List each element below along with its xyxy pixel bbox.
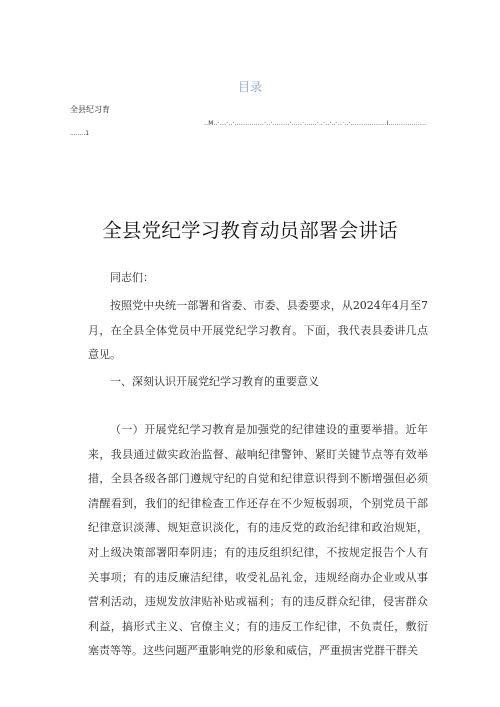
paragraph-section-1-1: （一）开展党纪学习教育是加强党的纪律建设的重要举措。近年来，我县通过做实政治监督、敲响纪律警钟、紧盯关键节点等有效举措，全县各级各部门遵规守纪的自觉和纪律意识得到不断增强但必须清醒看到，我们的纪律检查工作还存在不少短板弱项，个别党员干部纪律意识淡薄、规矩意识淡化，有的违反党的政治纪律和政治规矩，对上级决策部署阳奉阴违；有的违反组织纪律，不按规定报告个人有关事项；有的违反廉洁纪律，收受礼品礼金，违规经商办企业或从事营利活动，违规发放津贴补贴或福利；有的违反群众纪律，侵害群众利益，搞形式主义、官僚主义；有的违反工作纪律，不负责任，敷衍塞责等等。这些问题严重影响党的形象和威信，严重损害党群干群关 xyxy=(88,423,428,658)
section-heading-1: 一、深刻认识开展党纪学习教育的重要意义 xyxy=(110,375,319,388)
salutation: 同志们： xyxy=(110,271,154,284)
toc-entry-page-number: ........1 xyxy=(70,130,90,137)
paragraph-intro: 按照党中央统一部署和省委、市委、县委要求，从2024年4月至7月，在全县全体党员中开展党纪学习教育。下面，我代表县委讲几点意见。 xyxy=(88,299,428,362)
document-title: 全县党纪学习教育动员部署会讲话 xyxy=(102,219,398,242)
toc-entry-title[interactable]: 全县纪习育 xyxy=(70,105,110,114)
toc-heading: 目录 xyxy=(237,80,262,94)
toc-dot-leader: ..M..·...·..·..............·..·........·.....·......·..·..·..·..·..·.................I.................. xyxy=(204,120,426,127)
